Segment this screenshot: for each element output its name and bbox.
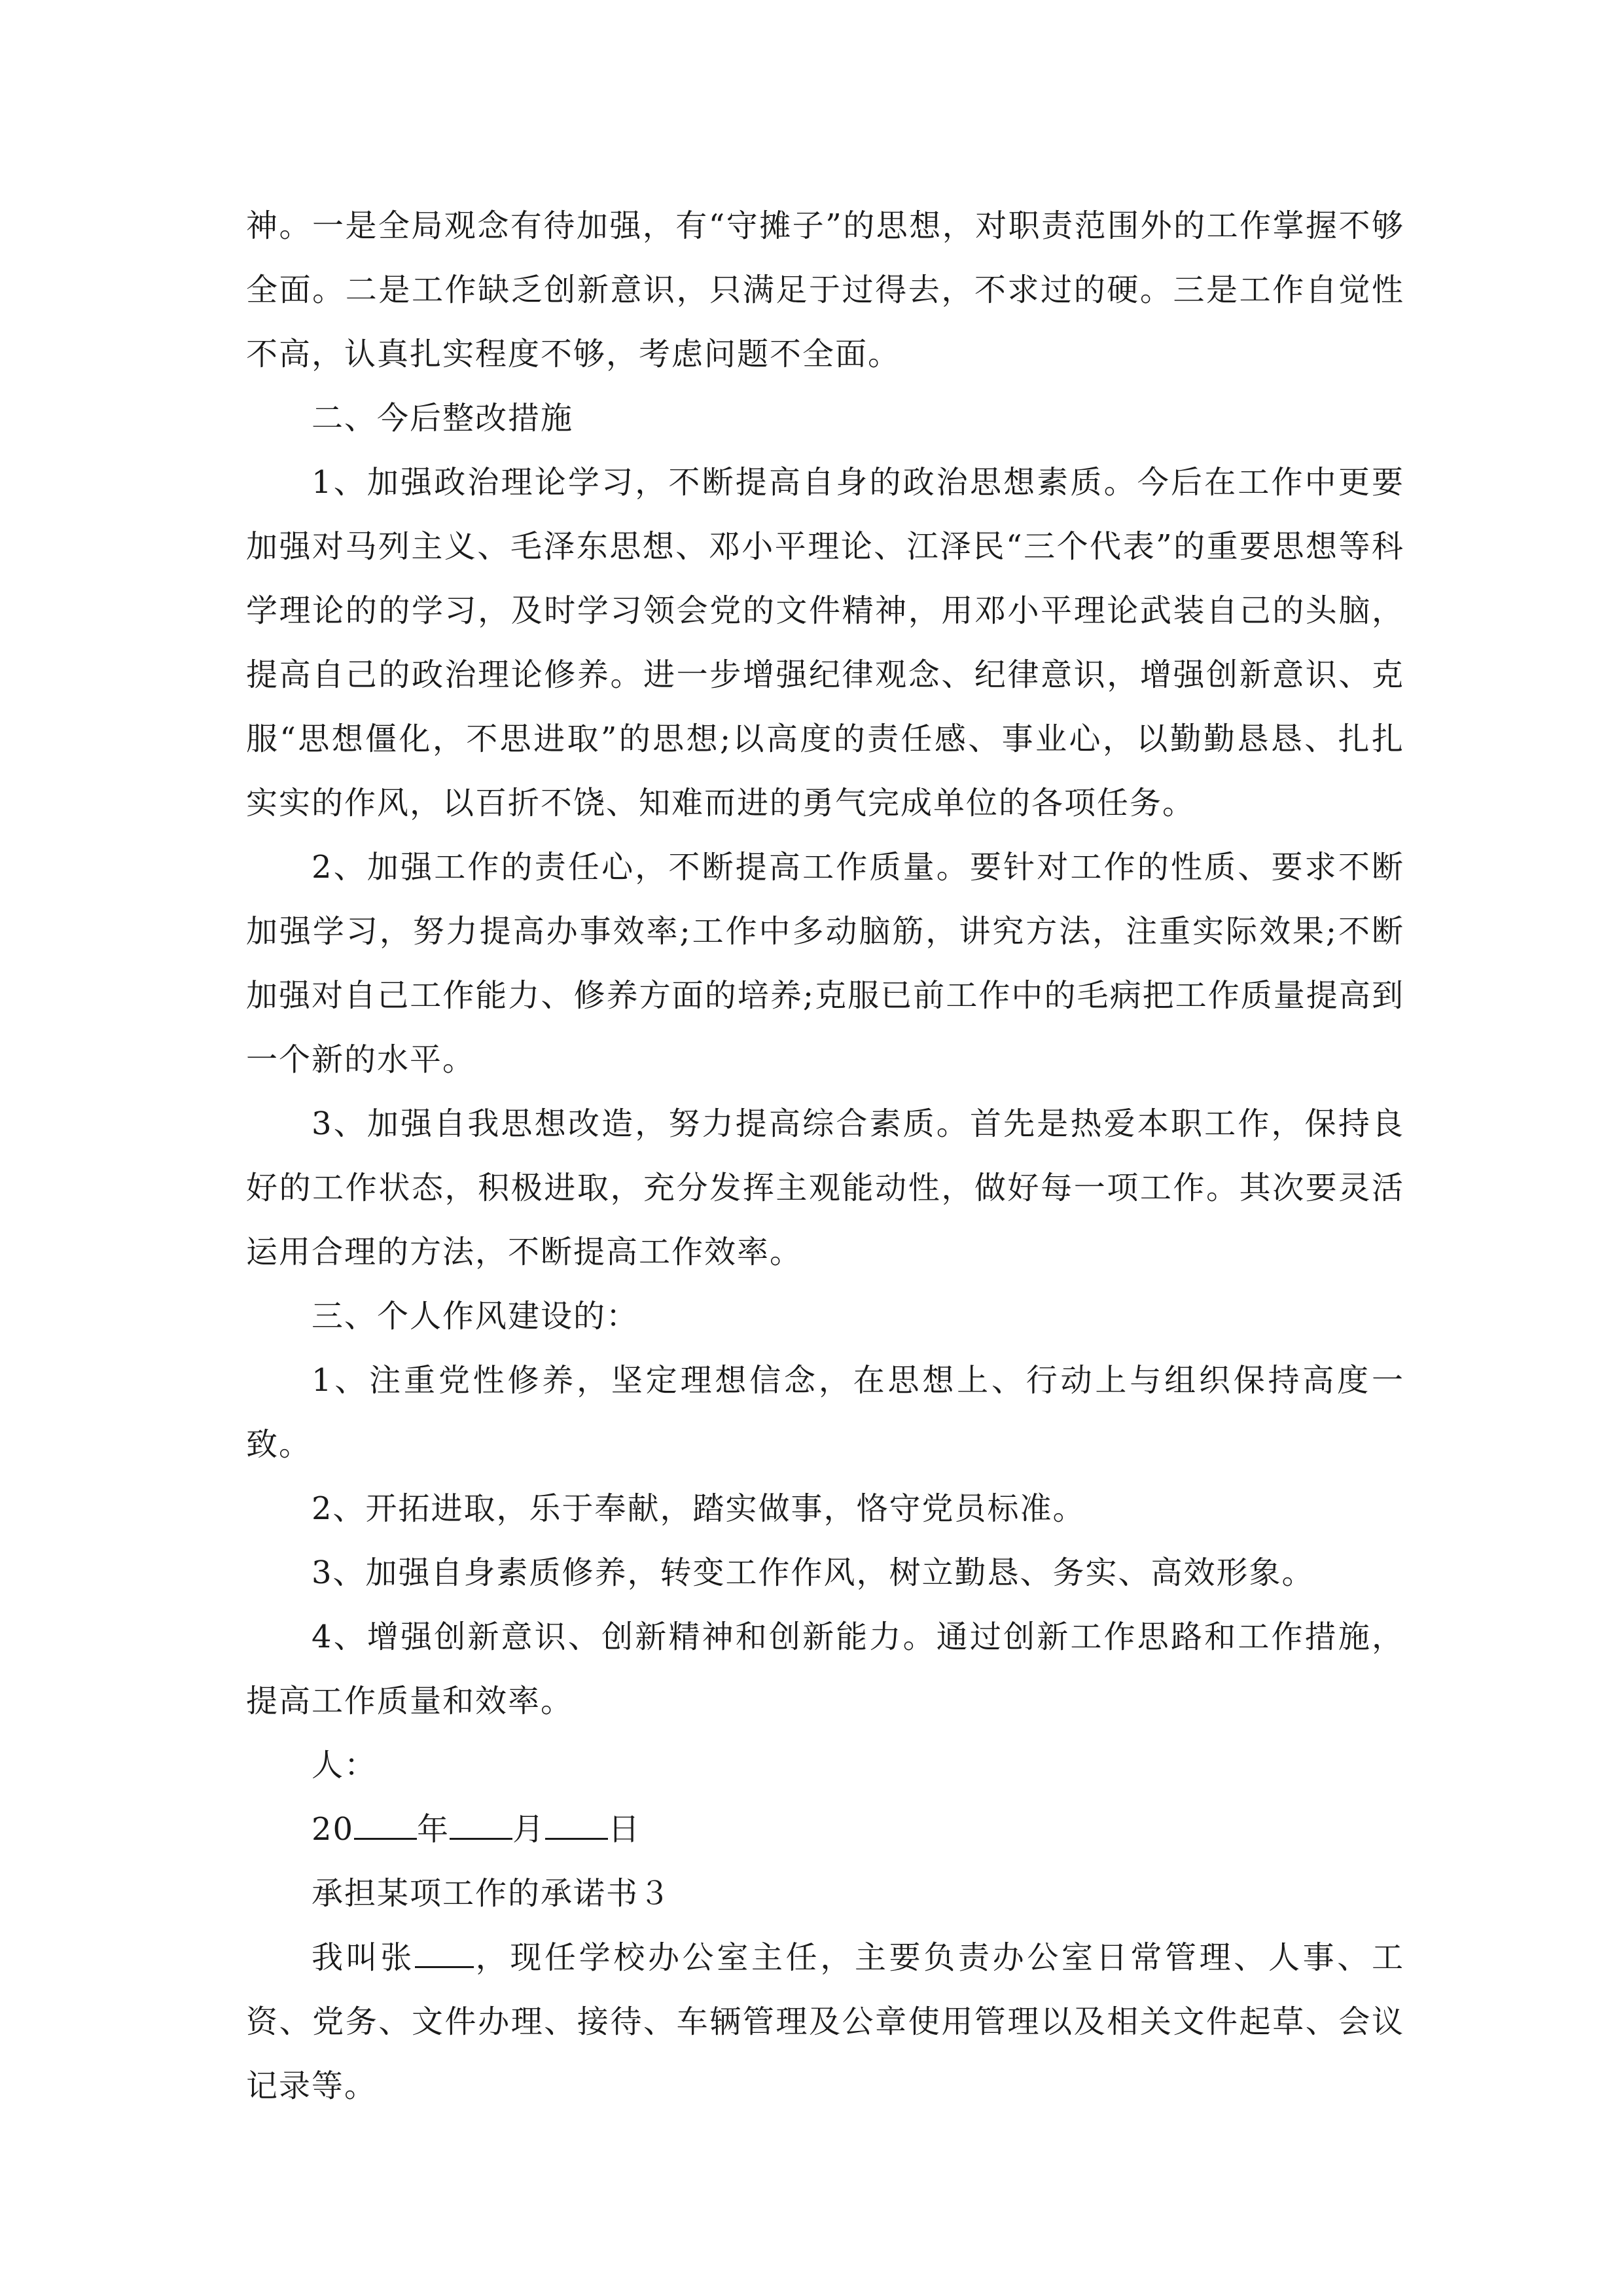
date-year-label: 年 — [417, 1811, 450, 1848]
paragraph-measure-3: 3、加强自我思想改造，努力提高综合素质。首先是热爱本职工作，保持良好的工作状态，积极进取，充分发挥主观能动性，做好每一项工作。其次要灵活运用合理的方法，不断提高工作效率。 — [246, 1105, 1404, 1270]
intro-rest: ，现任学校办公室主任，主要负责办公室日常管理、人事、工资、党务、文件办理、接待、车辆管理及公章使用管理以及相关文件起草、会议记录等。 — [246, 1939, 1404, 2104]
date-day-blank — [545, 1808, 608, 1840]
document-body — [246, 194, 1404, 2118]
date-line — [246, 1797, 1404, 1861]
signature-line: 人： — [312, 1747, 378, 1784]
section-heading-rectification: 二、今后整改措施 — [312, 400, 574, 437]
date-year-blank — [354, 1808, 417, 1840]
date-day-label: 日 — [608, 1811, 641, 1848]
document-title-3: 承担某项工作的承诺书３ — [312, 1875, 672, 1912]
paragraph-measure-1: 1、加强政治理论学习，不断提高自身的政治思想素质。今后在工作中更要加强对马列主义、毛泽东思想、邓小平理论、江泽民“三个代表”的重要思想等科学理论的的学习，及时学习领会党的文件精神，用邓小平理论武装自己的头脑，提高自己的政治理论修养。进一步增强纪律观念、纪律意识，增强创新意识、克服“思想僵化，不思进取”的思想;以高度的责任感、事业心，以勤勤恳恳、扎扎实实的作风，以百折不饶、知难而进的勇气完成单位的各项任务。 — [246, 464, 1404, 821]
date-month-label: 月 — [512, 1811, 546, 1848]
name-blank — [415, 1936, 474, 1968]
paragraph-continuation: 神。一是全局观念有待加强，有“守摊子”的思想，对职责范围外的工作掌握不够全面。二是工作缺乏创新意识，只满足于过得去，不求过的硬。三是工作自觉性不高，认真扎实程度不够，考虑问题不全面。 — [246, 207, 1404, 372]
date-month-blank — [450, 1808, 512, 1840]
paragraph-style-3: 3、加强自身素质修养，转变工作作风，树立勤恳、务实、高效形象。 — [312, 1554, 1315, 1591]
section-heading-style: 三、个人作风建设的： — [312, 1298, 639, 1335]
paragraph-intro — [246, 1926, 1404, 2118]
paragraph-style-1: 1、注重党性修养，坚定理想信念，在思想上、行动上与组织保持高度一致。 — [246, 1362, 1404, 1463]
paragraph-style-2: 2、开拓进取，乐于奉献，踏实做事，恪守党员标准。 — [312, 1490, 1086, 1527]
paragraph-style-4: 4、增强创新意识、创新精神和创新能力。通过创新工作思路和工作措施，提高工作质量和效率。 — [246, 1619, 1404, 1719]
intro-start: 我叫张 — [312, 1939, 415, 1976]
date-prefix: 20 — [312, 1811, 355, 1848]
paragraph-measure-2: 2、加强工作的责任心，不断提高工作质量。要针对工作的性质、要求不断加强学习，努力提高办事效率;工作中多动脑筋，讲究方法，注重实际效果;不断加强对自己工作能力、修养方面的培养;克服已前工作中的毛病把工作质量提高到一个新的水平。 — [246, 849, 1404, 1078]
